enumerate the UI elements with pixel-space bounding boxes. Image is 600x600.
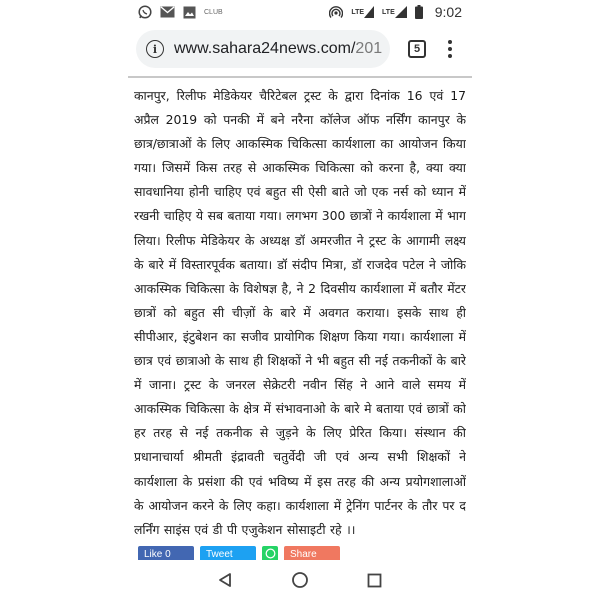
share-button[interactable] <box>284 546 340 560</box>
facebook-like-label: Like 0 <box>144 549 171 560</box>
clock: 9:02 <box>434 4 462 20</box>
signal-1 <box>351 6 374 18</box>
signal-icon <box>395 6 407 18</box>
browser-toolbar <box>128 24 472 74</box>
status-bar <box>128 0 472 24</box>
gallery-icon <box>183 6 196 19</box>
home-icon[interactable] <box>285 565 315 595</box>
url-domain: www.sahara24news.com/ <box>174 40 356 57</box>
url-path: 201 <box>355 40 383 57</box>
info-icon[interactable]: i <box>146 40 164 58</box>
club-app-icon: CLUB <box>204 8 223 16</box>
hotspot-icon <box>329 5 343 19</box>
signal-2 <box>382 6 407 18</box>
network-type-1: LTE <box>351 8 365 16</box>
share-buttons <box>138 546 462 560</box>
battery-icon <box>415 5 423 19</box>
notification-icons <box>138 5 223 19</box>
tab-switcher-button[interactable]: 5 <box>408 40 426 58</box>
back-icon[interactable] <box>210 565 240 595</box>
gmail-icon <box>160 6 175 18</box>
address-bar[interactable] <box>136 30 390 68</box>
more-menu-icon[interactable] <box>448 40 452 58</box>
article-body <box>134 84 466 546</box>
facebook-like-button[interactable] <box>138 546 194 560</box>
android-nav-bar <box>128 560 472 600</box>
whatsapp-icon <box>265 548 276 559</box>
phone-screen <box>128 0 472 600</box>
recents-icon[interactable] <box>360 565 390 595</box>
twitter-tweet-label: Tweet <box>206 549 233 560</box>
whatsapp-icon <box>138 5 152 19</box>
system-indicators <box>329 4 462 20</box>
network-type-2: LTE <box>382 8 395 16</box>
twitter-tweet-button[interactable] <box>200 546 256 560</box>
signal-icon <box>364 6 374 18</box>
article-paragraph: कानपुर, रिलीफ मेडिकेयर चैरिटेबल ट्रस्ट के द्वारा दिनांक 16 एवं 17 अप्रैल 2019 को पनकी में बने नरैना कॉलेज ऑफ नर्सिंग कानपुर के छात्र/छात्राओं के लिए आकस्मिक चिकित्सा कार्यशाला का आयोजन किया गया। जिसमें किस तरह से आकस्मिक चिकित्सा को करना है, क्या क्या सावधानिया होनी चाहिए एवं बहुत सी ऐसी बाते जो एक नर्स को ध्यान में रखनी चाहिए ये सब बताया गया। लगभग 300 छात्रों ने कार्यशाला में भाग लिया। रिलीफ मेडिकेयर के अध्यक्ष डॉ अमरजीत ने ट्रस्ट के आगामी लक्ष्य के बारे में विस्तारपूर्वक बताया। डॉ संदीप मित्रा, डॉ राजदेव पटेल ने जोकि आकस्मिक चिकित्सा के विशेषज्ञ है, ने 2 दिवसीय कार्यशाला में बतौर मेंटर छात्रों को बहुत सी चीज़ों के बारे में अवगत कराया। इसके साथ ही सीपीआर, इंटुबेशन का सजीव प्रायोगिक शिक्षण किया गया। कार्यशाला में छात्र एवं छात्राओ के साथ ही शिक्षकों ने भी बहुत सी नई तकनीकों के बारे में जाना। ट्रस्ट के जनरल सेक्रेटरी नवीन सिंह ने आने वाले समय में आकस्मिक चिकित्सा के क्षेत्र में संभावनाओ के बारे मे बताया एवं छात्रों को हर तरह से नई तकनीक से जुड़ने के लिए प्रेरित किया। संस्थान की प्रधानाचार्या श्रीमती इंद्रावती चतुर्वेदी जी एवं अन्य सभी शिक्षकों ने कार्यशाला के प्रसंशा की एवं भविष्य में इस तरह की अन्य प्रयोगशालाओं के आयोजन करने के लिए कहा। कार्यशाला में ट्रेनिंग पार्टनर के तौर पर द लर्निंग साइंस एवं डी पी एजुकेशन सोसाइटी रहे ।। <box>134 88 466 537</box>
url-text[interactable] <box>174 40 382 58</box>
toolbar-divider <box>128 76 472 78</box>
share-label: Share <box>290 549 317 560</box>
whatsapp-share-button[interactable] <box>262 546 278 560</box>
